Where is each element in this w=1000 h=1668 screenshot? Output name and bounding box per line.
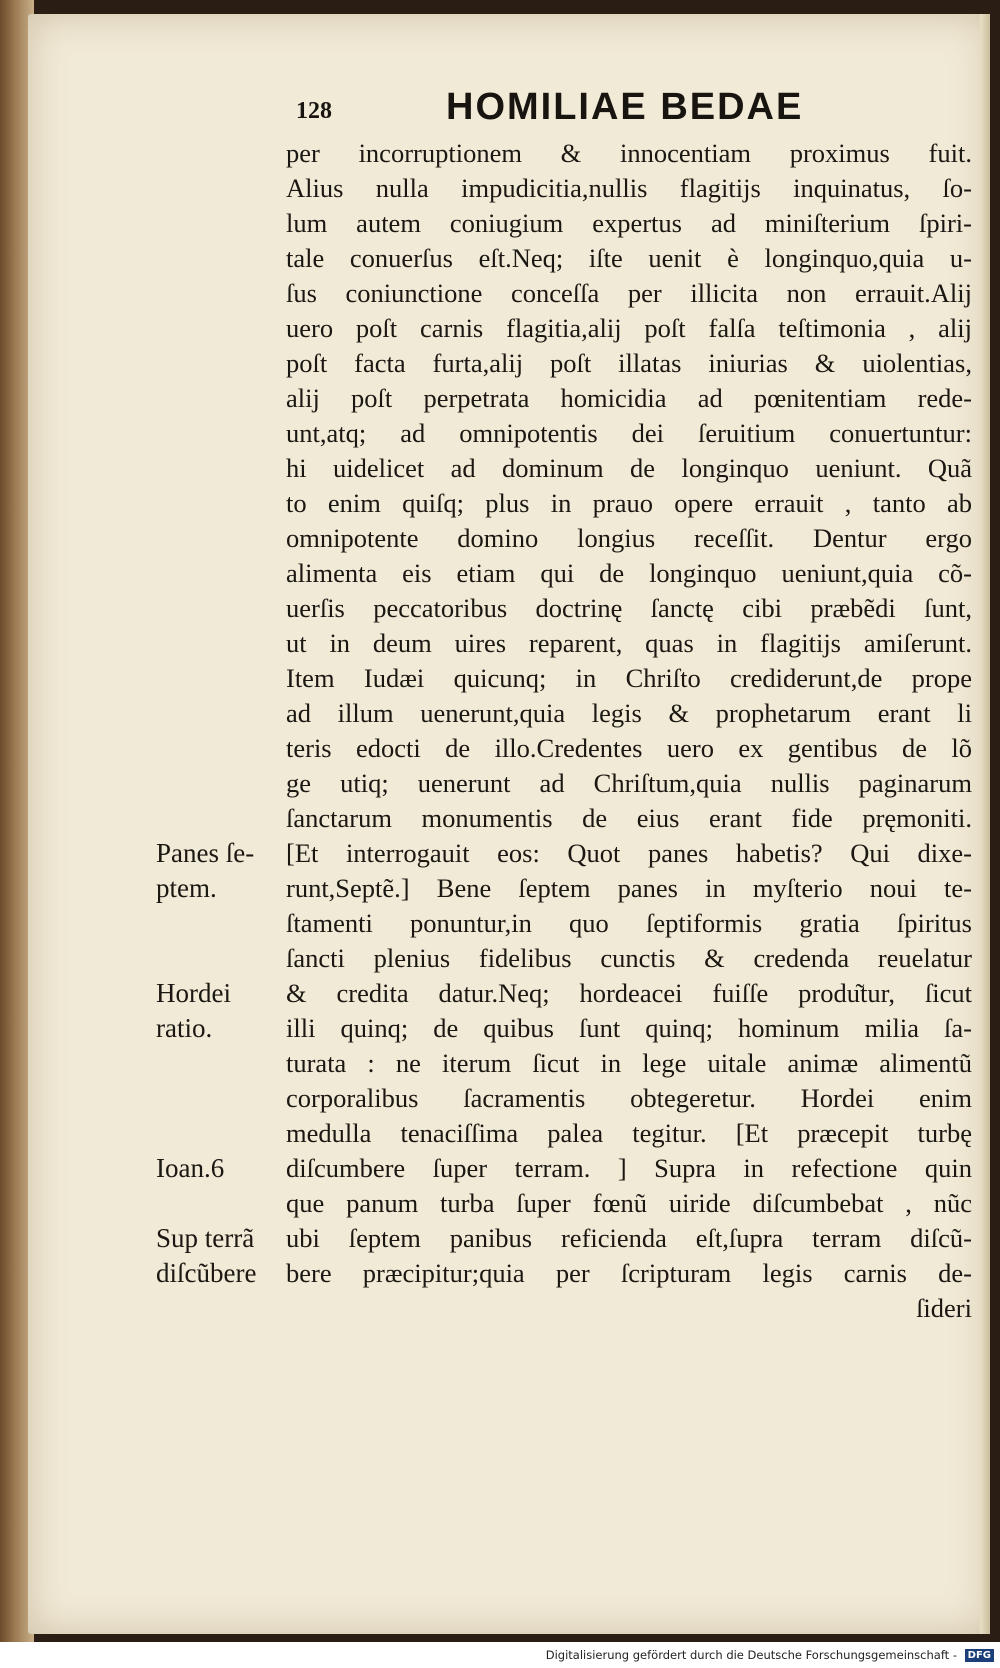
text-line: diſcumbere ſuper terram. ] Supra in refectione quin <box>286 1153 972 1183</box>
text-line: ubi ſeptem panibus reficienda eſt,ſupra terram diſcũ- <box>286 1223 972 1253</box>
text-line: turata : ne iterum ſicut in lege uitale animæ alimentũ <box>286 1048 972 1078</box>
running-head <box>296 86 916 132</box>
text-line: ut in deum uires reparent, quas in flagitijs amiſerunt. <box>286 628 972 658</box>
running-title: HOMILIAE BEDAE <box>446 86 804 128</box>
margin-note-line: Sup terrã <box>156 1223 255 1253</box>
margin-note-sup-terra <box>156 1221 256 1291</box>
text-line: to enim quiſq; plus in prauo opere errauit , tanto ab <box>286 488 972 518</box>
margin-note-ioan <box>156 1151 224 1186</box>
text-line: que panum turba ſuper fœnũ uiride diſcumbebat , nũc <box>286 1188 972 1218</box>
digitization-credit <box>546 1648 994 1662</box>
text-line: runt,Septẽ.] Bene ſeptem panes in myſterio noui te- <box>286 873 972 903</box>
text-line: ſancti plenius fidelibus cunctis & credenda reuelatur <box>286 943 972 973</box>
margin-note-line: Ioan.6 <box>156 1153 225 1183</box>
text-line: uero poſt carnis flagitia,alij poſt falſa teſtimonia , alij <box>286 313 972 343</box>
text-line: ge utiq; uenerunt ad Chriſtum,quia nullis paginarum <box>286 768 972 798</box>
text-line: tale conuerſus eſt.Neq; iſte uenit è longinquo,quia u- <box>286 243 972 273</box>
text-line: ſus coniunctione conceſſa per illicita non errauit.Alij <box>286 278 972 308</box>
text-line: omnipotente domino longius receſſit. Dentur ergo <box>286 523 972 553</box>
text-line: lum autem coniugium expertus ad miniſterium ſpiri- <box>286 208 972 238</box>
text-line: Alius nulla impudicitia,nullis flagitijs inquinatus, ſo- <box>286 173 972 203</box>
text-line: illi quinq; de quibus ſunt quinq; hominum milia ſa- <box>286 1013 972 1043</box>
margin-note-line: ptem. <box>156 873 217 903</box>
margin-note-line: diſcũbere <box>156 1258 257 1288</box>
body-text <box>286 136 972 1326</box>
margin-note-line: Hordei <box>156 978 231 1008</box>
margin-note-hordei-ratio <box>156 976 231 1046</box>
catchword: ſideri <box>916 1293 972 1323</box>
text-line: medulla tenaciſſima palea tegitur. [Et præcepit turbę <box>286 1118 972 1148</box>
margin-note-line: ratio. <box>156 1013 213 1043</box>
text-line: [Et interrogauit eos: Quot panes habetis? Qui dixe- <box>286 838 972 868</box>
text-line: ad illum uenerunt,quia legis & prophetarum erant li <box>286 698 972 728</box>
text-line: teris edocti de illo.Credentes uero ex gentibus de lõ <box>286 733 972 763</box>
dfg-logo: DFG <box>965 1649 994 1662</box>
text-line: ſanctarum monumentis de eius erant fide pręmoniti. <box>286 803 972 833</box>
credit-text: Digitalisierung gefördert durch die Deutsche Forschungsgemeinschaft - <box>545 1648 957 1662</box>
text-line: hi uidelicet ad dominum de longinquo ueniunt. Quã <box>286 453 972 483</box>
text-line: unt,atq; ad omnipotentis dei ſeruitium conuertuntur: <box>286 418 972 448</box>
text-line: & credita datur.Neq; hordeacei fuiſſe produ͂tur, ſicut <box>286 978 972 1008</box>
text-line: Item Iudæi quicunq; in Chriſto crediderunt,de prope <box>286 663 972 693</box>
text-line: uerſis peccatoribus doctrinę ſanctę cibi præbẽdi ſunt, <box>286 593 972 623</box>
text-line: corporalibus ſacramentis obtegeretur. Hordei enim <box>286 1083 972 1113</box>
text-line: alij poſt perpetrata homicidia ad pœnitentiam rede- <box>286 383 972 413</box>
text-line: ſtamenti ponuntur,in quo ſeptiformis gratia ſpiritus <box>286 908 972 938</box>
page-edge <box>980 14 990 1634</box>
margin-note-panes-septem <box>156 836 254 906</box>
text-line: alimenta eis etiam qui de longinquo ueniunt,quia cõ- <box>286 558 972 588</box>
text-line: per incorruptionem & innocentiam proximus fuit. <box>286 138 972 168</box>
margin-note-line: Panes ſe- <box>156 838 255 868</box>
text-line: bere præcipitur;quia per ſcripturam legis carnis de- <box>286 1258 972 1288</box>
text-line: poſt facta furta,alij poſt illatas iniurias & uiolentias, <box>286 348 972 378</box>
page-number: 128 <box>296 98 332 124</box>
